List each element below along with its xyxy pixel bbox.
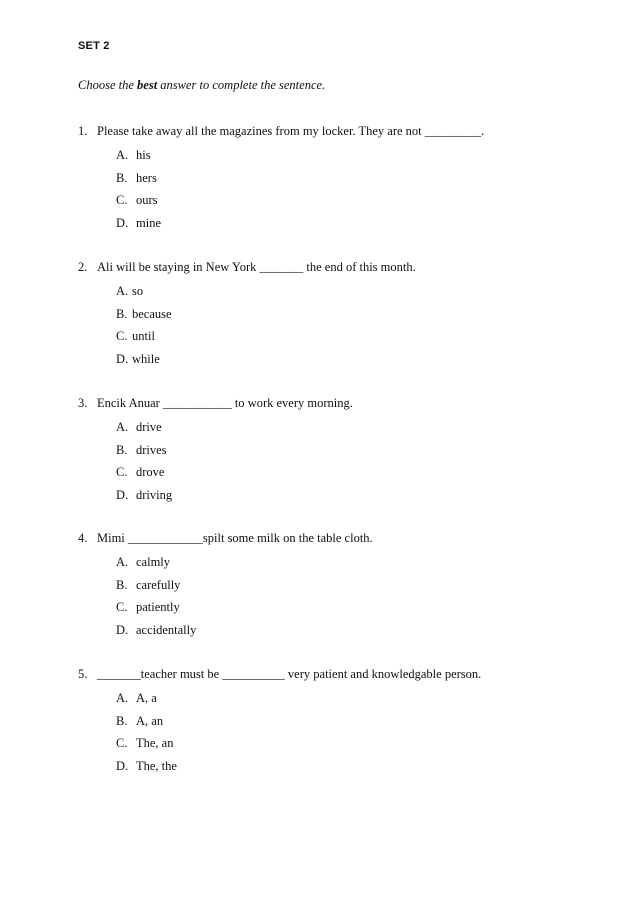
option-d xyxy=(78,212,598,235)
option-text: until xyxy=(132,329,155,344)
question-text: _______teacher must be __________ very patient and knowledgable person. xyxy=(97,667,482,681)
question-text: Encik Anuar ___________ to work every morning. xyxy=(97,396,353,410)
option-letter: B. xyxy=(116,442,128,457)
question-line xyxy=(78,121,598,141)
option-letter: D. xyxy=(116,622,129,637)
option-c xyxy=(78,189,598,212)
option-letter: C. xyxy=(116,329,128,344)
question-line xyxy=(78,664,598,684)
option-text: accidentally xyxy=(136,622,197,637)
option-list xyxy=(78,551,598,641)
question-text: Mimi ____________spilt some milk on the table cloth. xyxy=(97,531,373,545)
instruction-before: Choose the xyxy=(78,78,138,92)
option-c xyxy=(78,461,598,484)
option-d xyxy=(78,348,598,371)
option-b xyxy=(78,710,598,733)
option-text: patiently xyxy=(136,600,180,615)
question-number: 3. xyxy=(78,396,88,410)
option-a xyxy=(78,144,598,167)
option-list xyxy=(78,416,598,506)
option-a xyxy=(78,280,598,303)
question-1 xyxy=(78,121,598,234)
option-letter: D. xyxy=(116,351,129,366)
option-letter: D. xyxy=(116,215,129,230)
option-text: mine xyxy=(136,215,161,230)
option-text: The, the xyxy=(136,758,177,773)
question-number: 5. xyxy=(78,667,88,681)
option-letter: A. xyxy=(116,284,129,298)
question-5 xyxy=(78,664,598,777)
option-text: driving xyxy=(136,487,173,502)
option-text: A, an xyxy=(136,713,164,728)
option-letter: D. xyxy=(116,487,129,502)
option-c xyxy=(78,596,598,619)
question-text: Please take away all the magazines from my locker. They are not _________. xyxy=(97,124,485,138)
option-text: The, an xyxy=(136,736,174,751)
question-number: 2. xyxy=(78,260,88,274)
option-letter: A. xyxy=(116,555,129,569)
option-letter: C. xyxy=(116,465,128,480)
question-line xyxy=(78,257,598,277)
option-text: A, a xyxy=(136,691,157,705)
option-c xyxy=(78,325,598,348)
option-text: so xyxy=(132,284,144,298)
option-d xyxy=(78,755,598,778)
instruction-after: answer to complete the sentence. xyxy=(157,78,326,92)
instruction xyxy=(78,78,325,93)
set-title: SET 2 xyxy=(78,40,110,52)
question-2 xyxy=(78,257,598,370)
option-list xyxy=(78,687,598,777)
option-text: ours xyxy=(136,193,158,208)
option-d xyxy=(78,484,598,507)
option-list xyxy=(78,144,598,234)
option-list xyxy=(78,280,598,370)
option-c xyxy=(78,732,598,755)
option-d xyxy=(78,619,598,642)
option-b xyxy=(78,574,598,597)
question-number: 1. xyxy=(78,124,88,138)
question-line xyxy=(78,528,598,548)
option-letter: D. xyxy=(116,758,129,773)
option-text: while xyxy=(132,351,160,366)
option-letter: A. xyxy=(116,420,129,434)
option-b xyxy=(78,439,598,462)
option-text: because xyxy=(132,306,172,321)
option-b xyxy=(78,303,598,326)
option-text: hers xyxy=(136,170,157,185)
option-text: carefully xyxy=(136,577,181,592)
question-4 xyxy=(78,528,598,641)
option-letter: A. xyxy=(116,691,129,705)
option-text: drove xyxy=(136,465,165,480)
option-letter: B. xyxy=(116,170,128,185)
option-letter: C. xyxy=(116,193,128,208)
option-letter: A. xyxy=(116,148,129,162)
option-a xyxy=(78,416,598,439)
option-letter: C. xyxy=(116,736,128,751)
option-letter: C. xyxy=(116,600,128,615)
option-b xyxy=(78,167,598,190)
question-3 xyxy=(78,393,598,506)
option-letter: B. xyxy=(116,577,128,592)
option-a xyxy=(78,687,598,710)
question-number: 4. xyxy=(78,531,88,545)
option-text: calmly xyxy=(136,555,171,569)
question-text: Ali will be staying in New York _______ the end of this month. xyxy=(97,260,416,274)
option-text: drive xyxy=(136,420,162,434)
option-text: drives xyxy=(136,442,167,457)
option-text: his xyxy=(136,148,151,162)
option-letter: B. xyxy=(116,306,128,321)
option-letter: B. xyxy=(116,713,128,728)
option-a xyxy=(78,551,598,574)
question-line xyxy=(78,393,598,413)
instruction-emphasis: best xyxy=(137,78,158,92)
